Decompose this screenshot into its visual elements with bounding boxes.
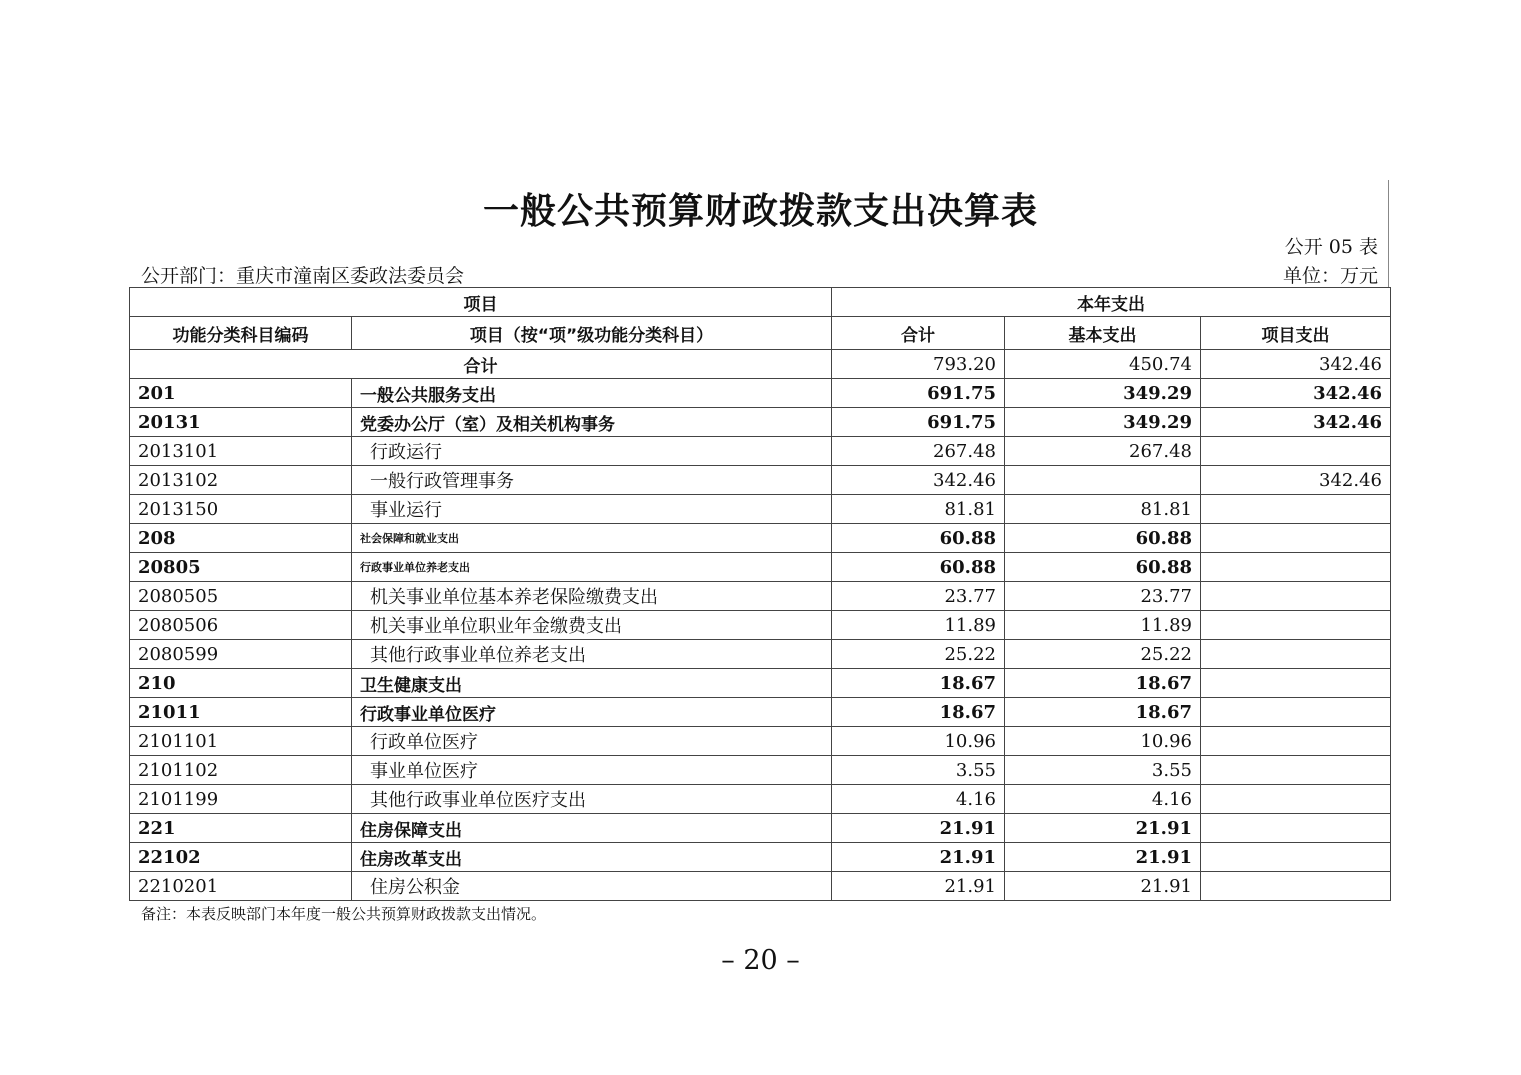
row-code: 221 (130, 814, 352, 843)
row-code: 20131 (130, 408, 352, 437)
row-code: 2080599 (130, 640, 352, 669)
row-total: 18.67 (832, 669, 1005, 698)
row-total: 267.48 (832, 437, 1005, 466)
row-total: 18.67 (832, 698, 1005, 727)
header-code: 功能分类科目编码 (130, 317, 352, 350)
header-project: 项目 (130, 288, 832, 317)
table-row (130, 524, 1391, 553)
row-total: 342.46 (832, 466, 1005, 495)
row-name: 住房保障支出 (352, 814, 832, 843)
row-total: 21.91 (832, 814, 1005, 843)
row-name: 行政运行 (352, 437, 832, 466)
row-project (1201, 611, 1391, 640)
table-row (130, 582, 1391, 611)
table-row (130, 785, 1391, 814)
table-row (130, 756, 1391, 785)
table-row (130, 495, 1391, 524)
row-code: 2013101 (130, 437, 352, 466)
row-project (1201, 814, 1391, 843)
table-row (130, 698, 1391, 727)
row-project: 342.46 (1201, 466, 1391, 495)
row-name: 住房改革支出 (352, 843, 832, 872)
total-sum: 793.20 (832, 350, 1005, 379)
row-total: 4.16 (832, 785, 1005, 814)
row-total: 60.88 (832, 524, 1005, 553)
table-row (130, 669, 1391, 698)
table-row (130, 408, 1391, 437)
header-basic: 基本支出 (1005, 317, 1201, 350)
row-basic: 21.91 (1005, 872, 1201, 901)
row-code: 20805 (130, 553, 352, 582)
page-number: – 20 – (721, 945, 800, 976)
table-row (130, 814, 1391, 843)
header-total: 合计 (832, 317, 1005, 350)
row-basic: 11.89 (1005, 611, 1201, 640)
header-item: 项目（按“项”级功能分类科目） (352, 317, 832, 350)
row-name: 其他行政事业单位养老支出 (352, 640, 832, 669)
row-code: 2101199 (130, 785, 352, 814)
header-project-exp: 项目支出 (1201, 317, 1391, 350)
row-name: 行政事业单位医疗 (352, 698, 832, 727)
row-name: 一般公共服务支出 (352, 379, 832, 408)
row-code: 2210201 (130, 872, 352, 901)
row-basic: 267.48 (1005, 437, 1201, 466)
row-project (1201, 785, 1391, 814)
row-name: 行政事业单位养老支出 (352, 553, 832, 582)
row-basic: 21.91 (1005, 814, 1201, 843)
table-row (130, 727, 1391, 756)
total-label: 合计 (130, 350, 832, 379)
row-total: 11.89 (832, 611, 1005, 640)
row-total: 10.96 (832, 727, 1005, 756)
row-name: 其他行政事业单位医疗支出 (352, 785, 832, 814)
row-total: 25.22 (832, 640, 1005, 669)
row-total: 691.75 (832, 379, 1005, 408)
row-code: 22102 (130, 843, 352, 872)
header-current-year: 本年支出 (832, 288, 1391, 317)
row-code: 2013102 (130, 466, 352, 495)
row-project (1201, 872, 1391, 901)
row-total: 23.77 (832, 582, 1005, 611)
row-basic: 25.22 (1005, 640, 1201, 669)
row-total: 21.91 (832, 843, 1005, 872)
row-name: 行政单位医疗 (352, 727, 832, 756)
row-project (1201, 524, 1391, 553)
expenditure-table (129, 287, 1391, 901)
row-code: 208 (130, 524, 352, 553)
row-name: 住房公积金 (352, 872, 832, 901)
row-name: 机关事业单位基本养老保险缴费支出 (352, 582, 832, 611)
table-number: 公开 05 表 (1284, 236, 1378, 258)
footnote: 备注：本表反映部门本年度一般公共预算财政拨款支出情况。 (141, 905, 547, 923)
row-code: 201 (130, 379, 352, 408)
row-basic: 10.96 (1005, 727, 1201, 756)
row-code: 21011 (130, 698, 352, 727)
department-label: 公开部门：重庆市潼南区委政法委员会 (141, 265, 465, 287)
row-project (1201, 437, 1391, 466)
row-code: 2101101 (130, 727, 352, 756)
table-row (130, 466, 1391, 495)
row-name: 一般行政管理事务 (352, 466, 832, 495)
row-name: 党委办公厅（室）及相关机构事务 (352, 408, 832, 437)
unit-label: 单位：万元 (1282, 265, 1378, 287)
header-row-1 (130, 288, 1391, 317)
row-basic: 81.81 (1005, 495, 1201, 524)
row-basic: 18.67 (1005, 698, 1201, 727)
row-basic: 21.91 (1005, 843, 1201, 872)
row-project (1201, 640, 1391, 669)
row-project (1201, 698, 1391, 727)
row-name: 机关事业单位职业年金缴费支出 (352, 611, 832, 640)
row-code: 2101102 (130, 756, 352, 785)
row-name: 社会保障和就业支出 (352, 524, 832, 553)
page-title: 一般公共预算财政拨款支出决算表 (482, 191, 1038, 232)
row-code: 2080506 (130, 611, 352, 640)
row-basic: 23.77 (1005, 582, 1201, 611)
row-basic: 18.67 (1005, 669, 1201, 698)
row-project: 342.46 (1201, 408, 1391, 437)
row-basic: 60.88 (1005, 553, 1201, 582)
row-basic: 349.29 (1005, 408, 1201, 437)
row-name: 事业单位医疗 (352, 756, 832, 785)
row-project (1201, 727, 1391, 756)
table-row (130, 553, 1391, 582)
row-total: 21.91 (832, 872, 1005, 901)
row-project (1201, 669, 1391, 698)
row-code: 2080505 (130, 582, 352, 611)
row-basic: 4.16 (1005, 785, 1201, 814)
row-project (1201, 843, 1391, 872)
table-row (130, 843, 1391, 872)
total-row (130, 350, 1391, 379)
row-name: 卫生健康支出 (352, 669, 832, 698)
table-row (130, 611, 1391, 640)
row-code: 210 (130, 669, 352, 698)
row-project (1201, 495, 1391, 524)
row-project (1201, 756, 1391, 785)
row-project (1201, 553, 1391, 582)
total-project: 342.46 (1201, 350, 1391, 379)
table-row (130, 437, 1391, 466)
row-total: 81.81 (832, 495, 1005, 524)
table-row (130, 640, 1391, 669)
table-row (130, 872, 1391, 901)
total-basic: 450.74 (1005, 350, 1201, 379)
row-total: 60.88 (832, 553, 1005, 582)
row-basic: 349.29 (1005, 379, 1201, 408)
table-row (130, 379, 1391, 408)
row-project (1201, 582, 1391, 611)
header-row-2 (130, 317, 1391, 350)
row-total: 691.75 (832, 408, 1005, 437)
row-basic: 3.55 (1005, 756, 1201, 785)
row-basic (1005, 466, 1201, 495)
row-name: 事业运行 (352, 495, 832, 524)
row-basic: 60.88 (1005, 524, 1201, 553)
row-code: 2013150 (130, 495, 352, 524)
row-total: 3.55 (832, 756, 1005, 785)
row-project: 342.46 (1201, 379, 1391, 408)
